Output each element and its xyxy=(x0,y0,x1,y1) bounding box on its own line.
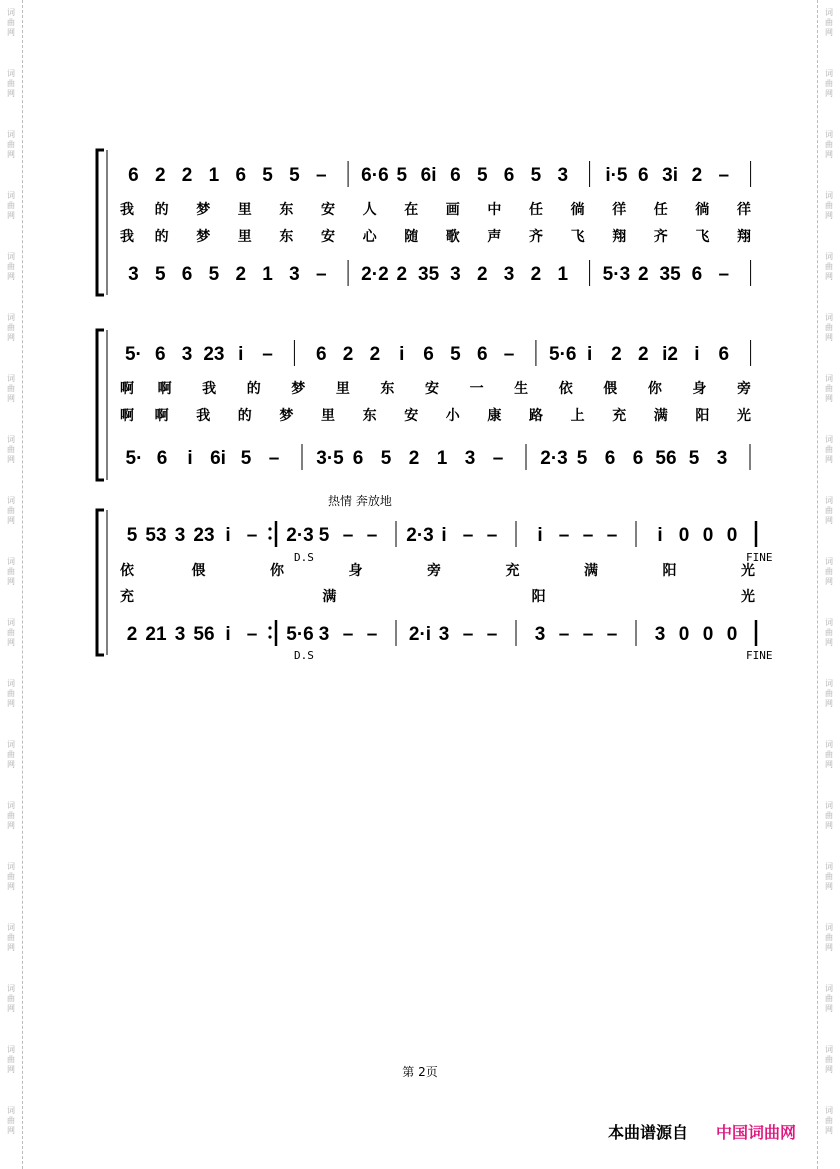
note-upper: 2 xyxy=(691,165,703,186)
lyric-char: 啊 xyxy=(157,381,172,397)
note-lower: 56 xyxy=(193,624,215,645)
note-upper: 3 xyxy=(174,525,186,546)
note-upper: 2·3 xyxy=(406,525,434,546)
note-lower: – xyxy=(486,624,498,645)
watermark-mark: 词 曲 网 xyxy=(825,496,833,525)
watermark-mark: 词 曲 网 xyxy=(7,618,15,647)
note-lower: 6 xyxy=(156,448,168,469)
note-upper: – xyxy=(558,525,570,546)
lyric-char: 飞 xyxy=(695,229,710,245)
lyric-char: 齐 xyxy=(653,229,668,245)
lyric-char: 徜 xyxy=(695,202,710,218)
note-upper: 0 xyxy=(702,525,714,546)
note-upper: 23 xyxy=(193,525,215,546)
watermark-mark: 词 曲 网 xyxy=(825,130,833,159)
note-lower: 6 xyxy=(632,448,644,469)
watermark-mark: 词 曲 网 xyxy=(825,557,833,586)
note-lower: 2·3 xyxy=(540,448,568,469)
note-upper: i·5 xyxy=(605,165,628,186)
watermark-mark: 词 曲 网 xyxy=(7,984,15,1013)
note-upper: i xyxy=(657,525,663,546)
watermark-mark: 词 曲 网 xyxy=(7,801,15,830)
note-lower: i xyxy=(187,448,193,469)
watermark-mark: 词 曲 网 xyxy=(825,862,833,891)
watermark-mark: 词 曲 网 xyxy=(7,69,15,98)
note-upper: – xyxy=(246,525,258,546)
note-lower: – xyxy=(582,624,594,645)
watermark-mark: 词 曲 网 xyxy=(825,923,833,952)
note-lower: 1 xyxy=(557,264,569,285)
lyric-char: 旁 xyxy=(737,381,751,397)
note-lower: 35 xyxy=(418,264,440,285)
page-number: 第 2页 xyxy=(402,1065,438,1079)
note-upper: 0 xyxy=(726,525,738,546)
system-bracket xyxy=(97,150,104,295)
lyric-char: 安 xyxy=(404,408,419,424)
system-bracket xyxy=(97,330,104,480)
lyric-char: 的 xyxy=(154,229,169,245)
lyric-char: 的 xyxy=(246,381,261,397)
note-lower: 0 xyxy=(678,624,690,645)
note-upper: – xyxy=(342,525,354,546)
note-lower: 5 xyxy=(688,448,700,469)
lyric-char: 偎 xyxy=(191,563,206,579)
note-lower: 6 xyxy=(181,264,193,285)
lyric-char: 东 xyxy=(279,229,294,245)
lyric-char: 旁 xyxy=(427,563,441,579)
note-upper: 0 xyxy=(678,525,690,546)
lyric-char: 任 xyxy=(653,202,668,218)
note-upper: 6 xyxy=(476,344,488,365)
lyric-char: 我 xyxy=(202,381,217,397)
note-lower: 3 xyxy=(654,624,666,645)
lyric-char: 齐 xyxy=(529,229,543,245)
watermark-mark: 词 曲 网 xyxy=(825,69,833,98)
note-upper: 6 xyxy=(315,344,327,365)
note-upper: 6 xyxy=(128,165,139,186)
tempo-annotation: 热情 奔放地 xyxy=(328,494,392,508)
repeat-dot xyxy=(268,527,271,530)
ds-mark: D.S xyxy=(294,551,314,564)
lyric-char: 安 xyxy=(321,202,335,218)
note-upper: 6 xyxy=(503,165,515,186)
note-upper: 6·6 xyxy=(361,165,389,186)
lyric-char: 徉 xyxy=(612,202,627,218)
lyric-char: 啊 xyxy=(154,408,169,424)
lyric-char: 徉 xyxy=(737,202,751,218)
note-upper: – xyxy=(718,165,730,186)
lyric-char: 画 xyxy=(445,202,460,218)
system-bracket xyxy=(97,510,104,655)
watermark-mark: 词 曲 网 xyxy=(7,557,15,586)
note-upper: 2·3 xyxy=(286,525,314,546)
lyric-char: 上 xyxy=(570,408,585,424)
note-upper: 1 xyxy=(208,165,220,186)
watermark-mark: 词 曲 网 xyxy=(7,1045,15,1074)
lyric-char: 东 xyxy=(362,408,377,424)
note-upper: 2 xyxy=(369,344,381,365)
note-lower: 3 xyxy=(534,624,546,645)
watermark-mark: 词 曲 网 xyxy=(7,496,15,525)
note-upper: i xyxy=(238,344,244,365)
note-lower: 5 xyxy=(240,448,252,469)
lyric-char: 我 xyxy=(196,408,211,424)
lyric-char: 心 xyxy=(362,229,377,245)
note-lower: 2 xyxy=(408,448,420,469)
watermark-mark: 词 曲 网 xyxy=(825,313,833,342)
watermark-mark: 词 曲 网 xyxy=(825,252,833,281)
note-lower: – xyxy=(606,624,618,645)
note-upper: 53 xyxy=(145,525,167,546)
note-upper: 23 xyxy=(203,344,225,365)
note-upper: 6i xyxy=(420,165,437,186)
note-lower: 3 xyxy=(438,624,450,645)
note-upper: 6 xyxy=(718,344,730,365)
lyric-char: 安 xyxy=(321,229,335,245)
note-upper: 5 xyxy=(450,344,461,365)
lyric-char: 随 xyxy=(404,229,419,245)
lyric-char: 翔 xyxy=(612,229,627,245)
watermark-mark: 词 曲 网 xyxy=(7,374,15,403)
note-lower: 0 xyxy=(726,624,738,645)
note-lower: 2 xyxy=(235,264,247,285)
lyric-char: 光 xyxy=(737,408,751,424)
lyric-char: 安 xyxy=(425,381,439,397)
note-lower: 5·6 xyxy=(286,624,314,645)
note-lower: 2 xyxy=(530,264,542,285)
note-lower: 2 xyxy=(476,264,488,285)
lyric-char: 我 xyxy=(120,229,134,245)
watermark-mark: 词 曲 网 xyxy=(825,679,833,708)
note-lower: 3 xyxy=(174,624,186,645)
note-lower: 2 xyxy=(396,264,408,285)
lyric-char: 满 xyxy=(653,408,668,424)
watermark-mark: 词 曲 网 xyxy=(825,801,833,830)
note-upper: 5 xyxy=(262,165,273,186)
note-upper: i xyxy=(399,344,405,365)
lyric-char: 充 xyxy=(505,563,520,579)
note-upper: – xyxy=(606,525,618,546)
ds-mark: D.S xyxy=(294,649,314,662)
note-lower: 6 xyxy=(352,448,364,469)
watermark-mark: 词 曲 网 xyxy=(825,1045,833,1074)
note-upper: 6 xyxy=(423,344,434,365)
lyric-char: 我 xyxy=(120,202,134,218)
note-lower: – xyxy=(718,264,730,285)
note-lower: – xyxy=(366,624,378,645)
watermark-mark: 词 曲 网 xyxy=(825,740,833,769)
note-upper: i xyxy=(586,344,593,365)
note-upper: 5 xyxy=(530,165,542,186)
note-upper: – xyxy=(503,344,515,365)
lyric-char: 里 xyxy=(335,381,350,397)
lyric-char: 徜 xyxy=(570,202,585,218)
note-upper: i2 xyxy=(662,344,679,365)
note-upper: 6 xyxy=(450,165,461,186)
note-lower: 3 xyxy=(128,264,139,285)
note-lower: 6 xyxy=(604,448,616,469)
note-upper: 3i xyxy=(662,165,679,186)
note-lower: – xyxy=(558,624,570,645)
lyric-char: 满 xyxy=(584,563,598,579)
lyric-char: 里 xyxy=(237,229,252,245)
lyric-char: 梦 xyxy=(291,381,306,397)
lyric-char: 梦 xyxy=(196,229,211,245)
lyric-char: 的 xyxy=(237,408,252,424)
repeat-dot xyxy=(268,536,271,539)
watermark-mark: 词 曲 网 xyxy=(7,191,15,220)
note-lower: 35 xyxy=(659,264,681,285)
lyric-char: 你 xyxy=(647,381,662,397)
lyric-char: 身 xyxy=(348,563,363,579)
lyric-char: 的 xyxy=(154,202,169,218)
note-upper: – xyxy=(582,525,594,546)
fine-mark: FINE xyxy=(746,649,773,662)
watermark-mark: 词 曲 网 xyxy=(825,374,833,403)
watermark-mark: 词 曲 网 xyxy=(825,435,833,464)
watermark-mark: 词 曲 网 xyxy=(7,679,15,708)
note-upper: 3 xyxy=(557,165,569,186)
lyric-char: 东 xyxy=(380,381,395,397)
source-site-name: 中国词曲网 xyxy=(716,1123,797,1142)
watermark-mark: 词 曲 网 xyxy=(7,252,15,281)
lyric-char: 阳 xyxy=(531,589,546,605)
note-lower: 3 xyxy=(503,264,515,285)
lyric-char: 一 xyxy=(469,381,484,397)
note-lower: 5 xyxy=(154,264,166,285)
note-upper: – xyxy=(262,344,273,365)
lyric-char: 身 xyxy=(692,381,707,397)
note-upper: – xyxy=(315,165,327,186)
lyric-char: 中 xyxy=(487,202,502,218)
note-upper: 5· xyxy=(124,344,142,365)
note-lower: 3 xyxy=(450,264,461,285)
note-upper: – xyxy=(462,525,474,546)
lyric-char: 人 xyxy=(362,202,377,218)
lyric-char: 你 xyxy=(270,563,284,579)
note-upper: i xyxy=(694,344,700,365)
note-upper: 2 xyxy=(611,344,622,365)
lyric-char: 任 xyxy=(529,202,543,218)
note-lower: 0 xyxy=(702,624,714,645)
lyric-char: 声 xyxy=(487,229,502,245)
note-upper: 2 xyxy=(637,344,649,365)
note-lower: 1 xyxy=(436,448,448,469)
lyric-char: 啊 xyxy=(120,408,134,424)
lyric-char: 满 xyxy=(322,589,337,605)
watermark-mark: 词 曲 网 xyxy=(7,740,15,769)
lyric-char: 阳 xyxy=(662,563,677,579)
note-lower: 5 xyxy=(208,264,220,285)
note-upper: 2 xyxy=(342,344,354,365)
source-label: 本曲谱源自 xyxy=(608,1123,689,1142)
note-lower: – xyxy=(268,448,280,469)
note-lower: 5 xyxy=(576,448,588,469)
note-upper: 2 xyxy=(154,165,166,186)
note-lower: 2·2 xyxy=(361,264,389,285)
note-lower: 2 xyxy=(126,624,138,645)
lyric-char: 梦 xyxy=(196,202,211,218)
note-lower: 2·i xyxy=(408,624,432,645)
watermark-mark: 词 曲 网 xyxy=(825,618,833,647)
lyric-char: 充 xyxy=(120,589,134,605)
note-upper: 6 xyxy=(637,165,649,186)
note-upper: 6 xyxy=(154,344,166,365)
repeat-dot xyxy=(268,626,271,629)
watermark-mark: 词 曲 网 xyxy=(825,1106,833,1135)
note-upper: 5·6 xyxy=(549,344,577,365)
note-lower: i xyxy=(225,624,231,645)
lyric-char: 歌 xyxy=(445,229,460,245)
lyric-char: 充 xyxy=(612,408,627,424)
watermark-mark: 词 曲 网 xyxy=(7,1106,15,1135)
note-upper: – xyxy=(486,525,498,546)
note-lower: 3 xyxy=(716,448,728,469)
lyric-char: 依 xyxy=(558,381,573,397)
note-lower: 6 xyxy=(691,264,703,285)
watermark-mark: 词 曲 网 xyxy=(7,923,15,952)
note-lower: – xyxy=(462,624,474,645)
note-upper: 5 xyxy=(318,525,330,546)
lyric-char: 光 xyxy=(741,589,755,605)
watermark-mark: 词 曲 网 xyxy=(7,130,15,159)
note-lower: – xyxy=(492,448,504,469)
lyric-char: 依 xyxy=(120,563,134,579)
note-lower: 1 xyxy=(262,264,273,285)
lyric-char: 里 xyxy=(321,408,335,424)
watermark-mark: 词 曲 网 xyxy=(7,8,15,37)
note-lower: – xyxy=(315,264,327,285)
lyric-char: 路 xyxy=(529,408,543,424)
note-lower: 56 xyxy=(655,448,677,469)
note-upper: 5 xyxy=(396,165,408,186)
note-lower: – xyxy=(246,624,258,645)
lyric-char: 阳 xyxy=(695,408,710,424)
lyric-char: 在 xyxy=(404,202,419,218)
note-upper: 3 xyxy=(181,344,193,365)
note-upper: i xyxy=(225,525,231,546)
watermark-mark: 词 曲 网 xyxy=(825,8,833,37)
repeat-dot xyxy=(268,635,271,638)
note-upper: 2 xyxy=(181,165,193,186)
note-upper: 6 xyxy=(235,165,247,186)
note-lower: – xyxy=(342,624,354,645)
lyric-char: 里 xyxy=(237,202,252,218)
watermark-mark: 词 曲 网 xyxy=(7,313,15,342)
lyric-char: 偎 xyxy=(603,381,618,397)
note-lower: 3 xyxy=(318,624,330,645)
lyric-char: 东 xyxy=(279,202,294,218)
lyric-char: 生 xyxy=(514,381,529,397)
watermark-mark: 词 曲 网 xyxy=(7,862,15,891)
note-upper: 5 xyxy=(289,165,300,186)
note-upper: – xyxy=(366,525,378,546)
watermark-mark: 词 曲 网 xyxy=(7,435,15,464)
lyric-char: 梦 xyxy=(279,408,294,424)
lyric-char: 翔 xyxy=(737,229,751,245)
lyric-char: 小 xyxy=(445,408,460,424)
note-lower: 5·3 xyxy=(602,264,631,285)
fine-mark: FINE xyxy=(746,551,773,564)
note-lower: 5 xyxy=(380,448,392,469)
watermark-mark: 词 曲 网 xyxy=(825,191,833,220)
note-upper: i xyxy=(537,525,543,546)
lyric-char: 康 xyxy=(487,408,502,424)
lyric-char: 啊 xyxy=(120,381,134,397)
watermark-mark: 词 曲 网 xyxy=(825,984,833,1013)
note-lower: 2 xyxy=(637,264,649,285)
note-lower: 5· xyxy=(125,448,143,469)
note-lower: 21 xyxy=(145,624,167,645)
lyric-char: 光 xyxy=(741,563,755,579)
note-upper: 5 xyxy=(476,165,488,186)
note-lower: 6i xyxy=(210,448,226,469)
note-lower: 3·5 xyxy=(316,448,344,469)
lyric-char: 飞 xyxy=(570,229,585,245)
note-lower: 3 xyxy=(289,264,300,285)
note-upper: 5 xyxy=(126,525,138,546)
note-lower: 3 xyxy=(464,448,476,469)
note-upper: i xyxy=(441,525,447,546)
